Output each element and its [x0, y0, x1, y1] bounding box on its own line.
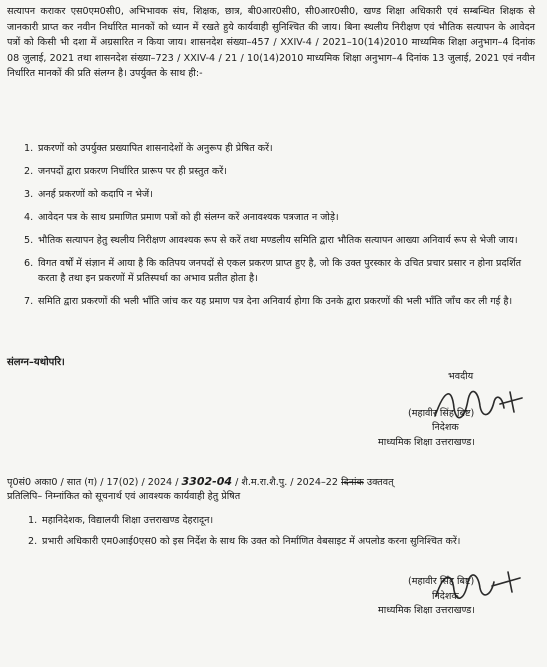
- copy-intro: प्रतिलिपि– निम्नांकित को सूचनार्थ एवं आवश्यक कार्यवाही हेतु प्रेषित: [7, 491, 241, 502]
- item-text: महानिदेशक, विद्यालयी शिक्षा उत्तराखण्ड देहरादून।: [42, 515, 214, 526]
- item-text: भौतिक सत्यापन हेतु स्थलीय निरीक्षण आवश्यक रूप से करें तथा मण्डलीय समिति द्वारा भौतिक सत्यापन आख्या अनिवार्य रूप से भेजी जाय।: [38, 235, 518, 246]
- item-text: समिति द्वारा प्रकरणों की भली भाँति जांच कर यह प्रमाण पत्र देना अनिवार्य होगा कि उनके द्वारा प्रकरणों की भली भाँति जाँच कर ली गई है।: [38, 296, 513, 307]
- list-item: [24, 164, 536, 179]
- list-item: [24, 256, 536, 286]
- item-text: प्रकरणों को उपर्युक्त प्रख्यापित शासनादेशों के अनुरूप ही प्रेषित करें।: [38, 143, 273, 154]
- list-item: [24, 294, 536, 309]
- item-number: 5.: [24, 235, 34, 246]
- list-item: [24, 141, 536, 156]
- signatory-designation: निदेशक: [432, 422, 459, 433]
- list-item: [24, 187, 536, 202]
- signatory-name: (महावीर सिंह बिष्ट): [408, 576, 475, 587]
- list-item: [24, 233, 536, 248]
- list-item: [28, 534, 508, 549]
- signatory-name: (महावीर सिंह बिष्ट): [408, 407, 475, 419]
- reference-line: [7, 475, 539, 504]
- list-item: [24, 210, 536, 225]
- item-number: 1.: [28, 515, 38, 526]
- copy-list: [28, 513, 508, 555]
- item-number: 4.: [24, 212, 34, 223]
- item-text: आवेदन पत्र के साथ प्रमाणित प्रमाण पत्रों को ही संलग्न करें अनावश्यक पत्रजात न जोड़े।: [38, 212, 339, 223]
- reference-suffix: / शै.म.रा.शै.पु. / 2024–22: [235, 477, 339, 488]
- intro-paragraph: सत्यापन कराकर एस0एम0सी0, अभिभावक संघ, शिक्षक, छात्र, बी0आर0सी0, सी0आर0सी0, खण्ड शिक्षा अधिकारी एवं सम्बन्धित शिक्षक से जानकारी प्राप्त कर नवीन निर्धारित मानकों को ध्यान में रखते हुये कार्यवाही सुनिश्चित की जाय। बिना स्थलीय निरीक्षण एवं भौतिक सत्यापन के आवेदन पत्रों को किसी भी दशा में अग्रसारित न किया जाय। शासनदेश संख्या–457 / XXIV-4 / 2021–10(14)2010 माध्यमिक शिक्षा अनुभाग–4 दिनांक 08 जुलाई, 2021 तथा शासनदेश संख्या–723 / XXIV-4 / 21 / 10(14)2010 माध्यमिक शिक्षा अनुभाग–4 दिनांक 13 जुलाई, 2021 एवं नवीन निर्धारित मानकों की प्रति संलग्न है। उपर्युक्त के साथ ही:-: [7, 6, 535, 79]
- list-item: [28, 513, 508, 528]
- item-text: जनपदों द्वारा प्रकरण निर्धारित प्रारूप पर ही प्रस्तुत करें।: [38, 166, 227, 177]
- signatory-department: माध्यमिक शिक्षा उत्तराखण्ड।: [378, 436, 475, 448]
- item-text: अनर्ह प्रकरणों को कदापि न भेजें।: [38, 189, 153, 200]
- enclosure-note: संलग्न–यथोपरि।: [7, 357, 65, 368]
- instruction-list: [24, 141, 536, 317]
- signatory-block: [378, 575, 475, 619]
- item-text: प्रभारी अधिकारी एम0आई0एस0 को इस निर्देश के साथ कि उक्त को निर्माणित वेबसाइट में अपलोड करना सुनिश्चित करें।: [42, 536, 461, 547]
- closing-text: भवदीय: [448, 371, 474, 382]
- item-number: 7.: [24, 296, 34, 307]
- reference-struck: दिनांक: [341, 477, 364, 488]
- signatory-block: [378, 370, 475, 450]
- item-number: 2.: [24, 166, 34, 177]
- signatory-designation: निदेशक: [432, 590, 459, 602]
- item-number: 3.: [24, 189, 34, 200]
- item-number: 1.: [24, 143, 34, 154]
- signatory-department: माध्यमिक शिक्षा उत्तराखण्ड।: [378, 605, 475, 616]
- item-number: 2.: [28, 536, 38, 547]
- item-text: विगत वर्षों में संज्ञान में आया है कि कतिपय जनपदों से एकल प्रकरण प्राप्त हुए है, जो कि उक्त पुरस्कार के उचित प्रचार प्रसार न होना प्रदर्शित करता है तथा इन प्रकरणों में प्रतिस्पर्धा का अभाव प्रतीत होता है।: [38, 258, 522, 284]
- reference-prefix: पृ0सं0 अका0 / सात (ग) / 17(02) / 2024 /: [7, 477, 179, 488]
- reference-number-handwritten: 3302-04: [181, 475, 233, 488]
- reference-end: उक्तवत्: [366, 477, 394, 488]
- item-number: 6.: [24, 258, 34, 269]
